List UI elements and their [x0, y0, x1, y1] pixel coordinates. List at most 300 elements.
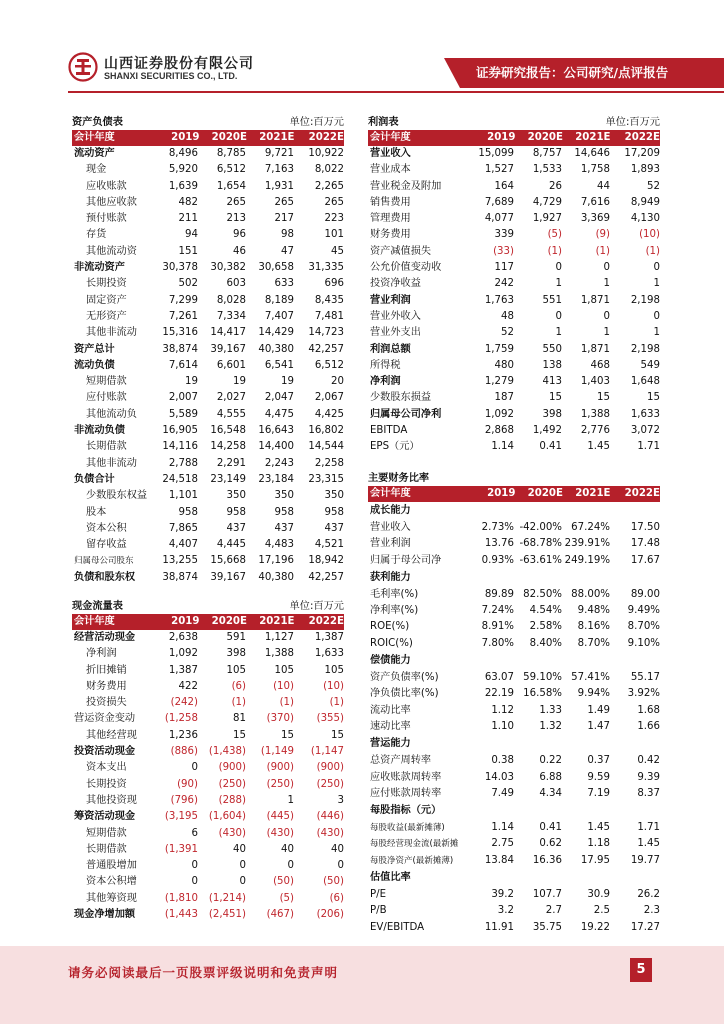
row-label: 投资损失	[86, 697, 127, 709]
row-label: 其他非流动	[86, 457, 137, 469]
table-cell: 1,127	[264, 632, 294, 643]
table-cell: 19	[233, 376, 246, 388]
table-cell: 4.34	[539, 787, 562, 799]
row-label: 流动负债	[74, 359, 115, 371]
table-cell: 482	[178, 196, 198, 208]
table-row	[72, 342, 344, 358]
row-label: 营运能力	[370, 738, 411, 750]
table-cell: 17,209	[624, 148, 660, 159]
table-cell: 82.50%	[523, 588, 562, 600]
row-label: 管理费用	[370, 213, 411, 225]
table-cell: (1)	[329, 697, 344, 709]
table-cell: 138	[542, 359, 562, 371]
table-cell: 0.62	[539, 838, 562, 850]
row-label: 每股经营现金流(最新摊	[370, 839, 459, 850]
row-label: 每股净资产(最新摊薄)	[370, 855, 454, 866]
table-cell: 19	[281, 376, 294, 388]
table-cell: 88.00%	[571, 588, 610, 600]
row-label: 短期借款	[86, 376, 127, 388]
table-row	[368, 735, 660, 753]
row-label: 利润总额	[370, 343, 411, 355]
table-cell: (1)	[645, 245, 660, 257]
row-label: 负债合计	[74, 473, 115, 485]
table-cell: 1.68	[637, 704, 660, 716]
table-row	[72, 537, 344, 553]
table-cell: 30,382	[210, 262, 246, 274]
table-row	[72, 358, 344, 374]
table-cell: 1.10	[491, 720, 514, 732]
row-label: 其他流动负	[86, 408, 137, 420]
table-cell	[610, 502, 660, 520]
row-label: 资产总计	[74, 343, 115, 355]
table-cell: (900)	[316, 762, 344, 774]
row-label: 长期投资	[86, 278, 127, 290]
table-row	[368, 820, 660, 836]
table-cell: 40	[331, 843, 344, 855]
table-cell: 1.45	[637, 838, 660, 850]
table-cell: 1	[603, 278, 610, 290]
table-cell: 9.48%	[577, 605, 610, 617]
table-cell: (355)	[316, 713, 344, 725]
table-cell: 4,077	[484, 213, 514, 225]
table-cell: 0	[555, 262, 562, 274]
table-row	[368, 903, 660, 919]
table-cell: 480	[494, 359, 514, 371]
table-cell: 16.58%	[523, 688, 562, 700]
row-label: 流动资产	[74, 148, 115, 159]
table-cell: 1,648	[630, 376, 660, 388]
table-cell: (9)	[595, 229, 610, 241]
table-cell: 46	[233, 245, 246, 257]
table-cell: (6)	[329, 892, 344, 904]
table-cell: 2.73%	[481, 522, 514, 533]
table-cell: 437	[324, 522, 344, 534]
table-cell: (5)	[547, 229, 562, 241]
row-label: 偿债能力	[370, 655, 411, 667]
table-cell: 468	[590, 359, 610, 371]
table-cell: 2.3	[643, 905, 660, 917]
row-label: 成长能力	[370, 505, 411, 516]
table-cell: 40,380	[258, 571, 294, 583]
table-cell: 4,407	[168, 539, 198, 551]
table-cell: 696	[324, 278, 344, 290]
page-footer	[0, 946, 724, 1024]
row-label: 普通股增加	[86, 860, 137, 872]
table-cell: (1,810	[164, 892, 198, 904]
table-row	[368, 587, 660, 603]
table-cell: 20	[331, 376, 344, 388]
column-header: 2019	[171, 132, 200, 143]
table-cell: 9.39	[637, 771, 660, 783]
table-cell: 551	[542, 294, 562, 306]
table-cell: 1,633	[314, 648, 344, 660]
table-cell: 2,198	[630, 343, 660, 355]
table-row	[72, 826, 344, 842]
balance-sheet-table	[72, 116, 344, 586]
table-cell: 40	[281, 843, 294, 855]
table-cell: 437	[226, 522, 246, 534]
table-row	[368, 520, 660, 536]
row-label: 筹资活动现金	[74, 811, 136, 823]
table-row	[368, 719, 660, 735]
table-cell: 15	[281, 729, 294, 741]
column-header: 会计年度	[74, 132, 115, 143]
table-cell: 7,481	[314, 310, 344, 322]
table-cell: 15,099	[478, 148, 514, 159]
table-row	[72, 553, 344, 569]
cash-flow-table	[72, 600, 344, 923]
table-cell: 23,315	[308, 473, 344, 485]
table-row	[368, 786, 660, 802]
table-row	[72, 309, 344, 325]
company-logo-icon	[68, 52, 98, 82]
column-header: 2021E	[259, 616, 295, 627]
table-cell: 14,116	[162, 441, 198, 453]
table-row	[368, 553, 660, 569]
table-cell: 30,378	[162, 262, 198, 274]
table-cell: 14,544	[308, 441, 344, 453]
table-row	[368, 920, 660, 936]
table-cell: 105	[274, 664, 294, 676]
table-cell: 14,723	[308, 327, 344, 339]
table-cell: 26	[549, 180, 562, 192]
table-cell: (1,214)	[208, 892, 246, 904]
table-cell: 57.41%	[571, 672, 610, 684]
table-row	[72, 858, 344, 874]
table-cell: 1,893	[630, 164, 660, 176]
row-label: 其他筹资现	[86, 892, 137, 904]
column-header: 2019	[171, 616, 200, 627]
table-row	[72, 760, 344, 776]
table-cell: 13.84	[484, 854, 514, 866]
row-label: 长期借款	[86, 441, 127, 453]
page-number: 5	[630, 958, 652, 982]
table-cell: 42,257	[308, 571, 344, 583]
column-header: 会计年度	[370, 488, 411, 499]
row-label: 资产负债率(%)	[370, 672, 439, 684]
table-cell: 105	[324, 664, 344, 676]
table-cell: 30,658	[258, 262, 294, 274]
table-cell: 8.70%	[577, 637, 610, 649]
row-label: 少数股东损益	[370, 392, 432, 404]
table-cell: 0	[191, 860, 198, 872]
table-cell: 13,255	[162, 555, 198, 567]
table-cell: 213	[226, 213, 246, 225]
table-cell: 413	[542, 376, 562, 388]
table-row	[72, 744, 344, 760]
table-cell: (1,147	[310, 746, 344, 758]
row-label: 流动比率	[370, 704, 411, 716]
table-cell: 211	[178, 213, 198, 225]
table-cell: 5,920	[168, 164, 198, 176]
table-caption	[368, 116, 660, 130]
table-cell: 0	[653, 310, 660, 322]
row-label: 预付账款	[86, 213, 127, 225]
table-cell: 105	[226, 664, 246, 676]
table-cell: 0.41	[539, 441, 562, 453]
table-row	[368, 390, 660, 406]
table-cell: (6)	[231, 680, 246, 692]
row-label: 短期借款	[86, 827, 127, 839]
row-label: 长期投资	[86, 778, 127, 790]
column-header: 2019	[487, 132, 516, 143]
row-label: 营业外支出	[370, 327, 421, 339]
table-cell: 18,942	[308, 555, 344, 567]
disclaimer-text: 请务必阅读最后一页股票评级说明和免责声明	[68, 965, 339, 980]
table-cell: 339	[494, 229, 514, 241]
row-label: 营运资金变动	[74, 713, 136, 725]
row-label: 非流动负债	[74, 425, 125, 437]
table-cell: (50)	[273, 876, 294, 888]
table-cell: 1,388	[580, 408, 610, 420]
table-cell: 15	[233, 729, 246, 741]
table-row	[72, 211, 344, 227]
row-label: P/B	[370, 905, 387, 917]
table-cell: 265	[226, 196, 246, 208]
column-header: 2021E	[575, 488, 611, 499]
table-cell: 2,007	[168, 392, 198, 404]
row-label: 负债和股东权	[74, 571, 136, 583]
row-label: 速动比率	[370, 720, 411, 732]
row-label: 财务费用	[86, 680, 127, 692]
table-row	[368, 195, 660, 211]
table-cell: 350	[226, 490, 246, 502]
row-label: 留存收益	[86, 539, 127, 551]
table-row	[72, 711, 344, 727]
row-label: 营业收入	[370, 148, 411, 159]
row-label: 总资产周转率	[370, 755, 432, 767]
table-row	[72, 472, 344, 488]
table-cell: 39.2	[491, 889, 514, 901]
table-cell: 1.71	[637, 441, 660, 453]
table-row	[368, 227, 660, 243]
table-cell: 4,483	[264, 539, 294, 551]
table-row	[368, 652, 660, 670]
table-cell: 2,638	[168, 632, 198, 643]
table-cell: 1,101	[168, 490, 198, 502]
table-cell: 1,387	[314, 632, 344, 643]
table-cell: 0	[191, 876, 198, 888]
table-cell: 44	[597, 180, 610, 192]
row-label: 财务费用	[370, 229, 411, 241]
table-cell: 7,334	[216, 310, 246, 322]
table-cell: 2,027	[216, 392, 246, 404]
table-row	[72, 146, 344, 162]
table-cell: 0	[287, 860, 294, 872]
table-cell: 7.24%	[481, 605, 514, 617]
table-cell: 1,654	[216, 180, 246, 192]
table-cell: 1,387	[168, 664, 198, 676]
table-cell: 0	[603, 262, 610, 274]
table-cell: 38,874	[162, 571, 198, 583]
column-header: 2022E	[624, 132, 660, 143]
table-header-row	[72, 614, 344, 630]
table-cell: (250)	[266, 778, 294, 790]
table-cell: 14,429	[258, 327, 294, 339]
row-label: ROIC(%)	[370, 637, 413, 649]
table-cell: 2,265	[314, 180, 344, 192]
table-cell: 1	[555, 327, 562, 339]
table-cell: (288)	[218, 794, 246, 806]
table-cell: 0.37	[587, 755, 610, 767]
table-cell: 67.24%	[571, 522, 610, 533]
row-label: 无形资产	[86, 310, 127, 322]
table-caption	[72, 600, 344, 614]
row-label: 少数股东权益	[86, 490, 148, 502]
table-row	[72, 630, 344, 646]
table-cell: 4,729	[532, 196, 562, 208]
row-label: 非流动资产	[74, 262, 125, 274]
table-cell: (886)	[170, 746, 198, 758]
table-cell: 17.27	[630, 921, 660, 933]
table-cell: (1)	[595, 245, 610, 257]
table-row	[72, 195, 344, 211]
table-cell: 42,257	[308, 343, 344, 355]
table-cell: 1,633	[630, 408, 660, 420]
table-cell: 1.66	[637, 720, 660, 732]
table-cell: 89.89	[484, 588, 514, 600]
table-cell: 6,512	[216, 164, 246, 176]
row-label: 应付账款周转率	[370, 787, 442, 799]
table-cell: 1.18	[587, 838, 610, 850]
table-cell: 1,403	[580, 376, 610, 388]
table-cell: 0	[239, 860, 246, 872]
table-row	[368, 770, 660, 786]
table-cell: 0	[653, 262, 660, 274]
table-cell: 8.91%	[481, 621, 514, 633]
table-cell: 350	[274, 490, 294, 502]
row-label: 股本	[86, 506, 107, 518]
table-cell: 38,874	[162, 343, 198, 355]
company-name-cn: 山西证券股份有限公司	[104, 56, 254, 72]
table-cell: 1,492	[532, 425, 562, 437]
table-cell: 31,335	[308, 262, 344, 274]
table-cell: 1,759	[484, 343, 514, 355]
table-cell: 550	[542, 343, 562, 355]
table-cell: 398	[226, 648, 246, 660]
table-cell: 19	[185, 376, 198, 388]
row-label: EPS（元）	[370, 441, 420, 453]
table-cell: 2,868	[484, 425, 514, 437]
table-row	[72, 439, 344, 455]
table-cell: 350	[324, 490, 344, 502]
table-cell: 398	[542, 408, 562, 420]
table-header-row	[72, 130, 344, 146]
table-cell: -68.78%	[519, 538, 562, 550]
table-cell: 59.10%	[523, 672, 562, 684]
table-cell: 11.91	[484, 921, 514, 933]
row-label: 每股指标（元）	[370, 805, 442, 817]
table-row	[368, 358, 660, 374]
table-row	[368, 703, 660, 719]
row-label: P/E	[370, 889, 387, 901]
table-cell: 4,521	[314, 539, 344, 551]
table-cell: 52	[501, 327, 514, 339]
column-header: 2022E	[624, 488, 660, 499]
table-cell: 1.14	[491, 441, 514, 453]
column-header: 2019	[487, 488, 516, 499]
table-cell: 8,435	[314, 294, 344, 306]
table-row	[72, 488, 344, 504]
table-row	[368, 887, 660, 903]
table-cell: 94	[185, 229, 198, 241]
table-cell: 1.47	[587, 720, 610, 732]
table-cell: (445)	[266, 811, 294, 823]
table-cell: 17.50	[630, 522, 660, 533]
table-cell	[514, 502, 562, 520]
table-row	[72, 695, 344, 711]
row-label: 营业利润	[370, 538, 411, 550]
table-cell: 13.76	[484, 538, 514, 550]
table-cell: 55.17	[630, 672, 660, 684]
table-cell	[610, 735, 660, 753]
table-cell: (33)	[493, 245, 514, 257]
table-cell: 35.75	[532, 921, 562, 933]
table-cell: (430)	[218, 827, 246, 839]
table-cell: 1,236	[168, 729, 198, 741]
table-cell: 8,785	[216, 148, 246, 159]
table-cell: 2.5	[593, 905, 610, 917]
row-label: 其他非流动	[86, 327, 137, 339]
table-unit: 单位:百万元	[289, 117, 344, 128]
table-cell: 265	[274, 196, 294, 208]
table-cell: 9.49%	[627, 605, 660, 617]
table-cell: 81	[233, 713, 246, 725]
row-label: 其他投资现	[86, 794, 137, 806]
table-row	[72, 456, 344, 472]
table-cell: 16.36	[532, 854, 562, 866]
row-label: 营业外收入	[370, 310, 421, 322]
table-row	[368, 836, 660, 852]
table-row	[368, 636, 660, 652]
table-cell: (2,451)	[208, 909, 246, 921]
column-header: 2021E	[259, 132, 295, 143]
table-cell: 6,541	[264, 359, 294, 371]
table-cell: 1	[287, 794, 294, 806]
table-cell: 15	[331, 729, 344, 741]
table-row	[368, 211, 660, 227]
table-row	[72, 179, 344, 195]
table-cell: 0.42	[637, 755, 660, 767]
table-cell: (1,149	[260, 746, 294, 758]
table-cell: 0.93%	[481, 554, 514, 566]
table-row	[368, 536, 660, 552]
table-cell: 26.2	[637, 889, 660, 901]
table-cell: 2,776	[580, 425, 610, 437]
table-header-row	[368, 130, 660, 146]
table-cell: 1	[555, 278, 562, 290]
row-label: 获利能力	[370, 571, 411, 583]
table-cell: 217	[274, 213, 294, 225]
table-cell: (796)	[170, 794, 198, 806]
table-cell: 8,757	[532, 148, 562, 159]
table-cell: 7.80%	[481, 637, 514, 649]
table-cell: 0	[239, 876, 246, 888]
table-cell: 8.16%	[577, 621, 610, 633]
table-cell	[562, 802, 610, 820]
row-label: 营业利润	[370, 294, 411, 306]
table-cell: 101	[324, 229, 344, 241]
row-label: 归属母公司净利	[370, 408, 442, 420]
table-cell: 8.37	[637, 787, 660, 799]
table-cell: 117	[494, 262, 514, 274]
table-cell: 39,167	[210, 571, 246, 583]
row-label: 净负债比率(%)	[370, 688, 439, 700]
table-cell: 17.48	[630, 538, 660, 550]
row-label: 每股收益(最新摊薄)	[370, 823, 445, 834]
table-cell: 16,802	[308, 425, 344, 437]
column-header: 会计年度	[370, 132, 411, 143]
